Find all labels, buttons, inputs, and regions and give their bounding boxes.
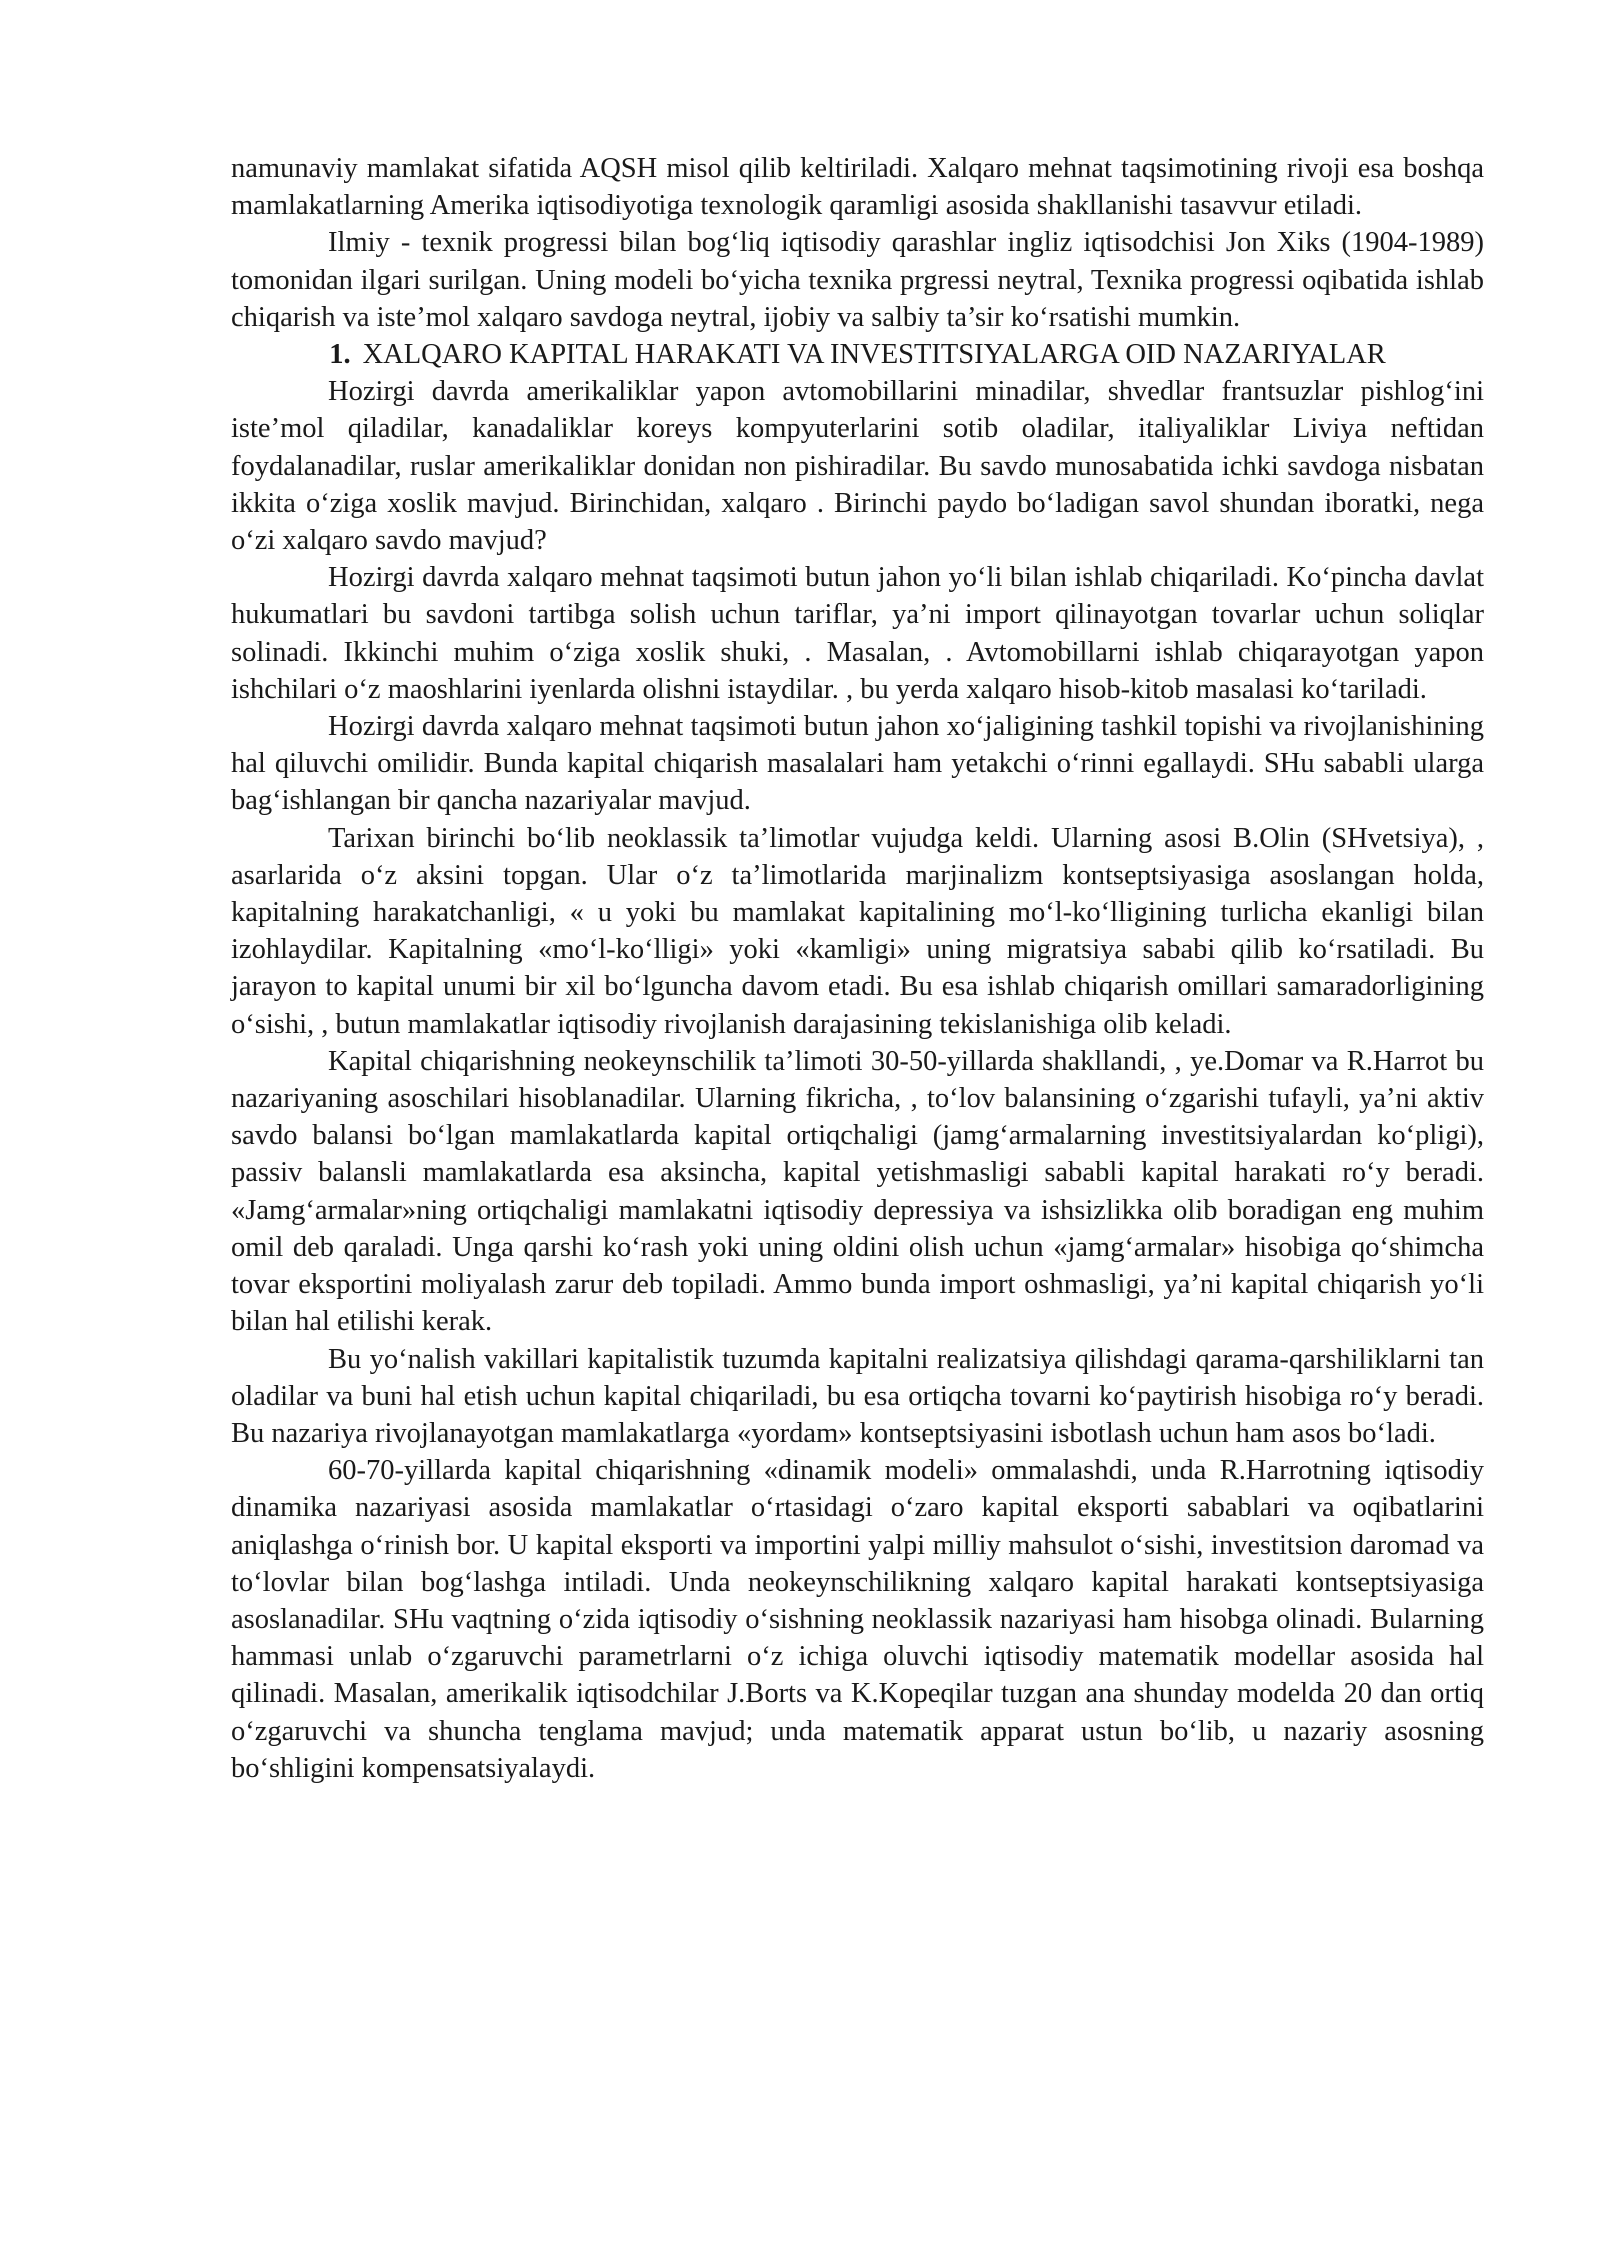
- section-title: XALQARO KAPITAL HARAKATI VA INVESTITSIYALARGA OID NAZARIYALAR: [362, 339, 1386, 371]
- paragraph: Tarixan birinchi bo‘lib neoklassik ta’limotlar vujudga keldi. Ularning asosi B.Olin (SHvetsiya), , asarlarida o‘z aksini topgan. Ular o‘z ta’limotlarida marjinalizm kontseptsiyasiga asoslangan holda, kapitalning harakatchanligi, « u yoki bu mamlakat kapitalining mo‘l-ko‘lligining turlicha ekanligi bilan izohlaydilar. Kapitalning «mo‘l-ko‘lligi» yoki «kamligi» uning migratsiya sababi qilib ko‘rsatiladi. Bu jarayon to kapital unumi bir xil bo‘lguncha davom etadi. Bu esa ishlab chiqarish omillari samaradorligining o‘sishi, , butun mamlakatlar iqtisodiy rivojlanish darajasining tekislanishiga olib keladi.: [231, 822, 1484, 1040]
- section-number: 1.: [329, 339, 351, 371]
- paragraph: Kapital chiqarishning neokeynschilik ta’limoti 30-50-yillarda shakllandi, , ye.Domar va R.Harrot bu nazariyaning asoschilari hisoblanadilar. Ularning fikricha, , to‘lov balansining o‘zgarishi tufayli, ya’ni aktiv savdo balansi bo‘lgan mamlakatlarda kapital ortiqchaligi (jamg‘armalarning investitsiyalardan ko‘pligi), passiv balansli mamlakatlarda esa aksincha, kapital yetishmasligi sababli kapital harakati ro‘y beradi. «Jamg‘armalar»ning ortiqchaligi mamlakatni iqtisodiy depressiya va ishsizlikka olib boradigan eng muhim omil deb qaraladi. Unga qarshi ko‘rash yoki uning oldini olish uchun «jamg‘armalar» hisobiga qo‘shimcha tovar eksportini moliyalash zarur deb topiladi. Ammo bunda import oshmasligi, ya’ni kapital chiqarish yo‘li bilan hal etilishi kerak.: [231, 1045, 1484, 1338]
- paragraph: Hozirgi davrda amerikaliklar yapon avtomobillarini minadilar, shvedlar frantsuzlar pishlog‘ini iste’mol qiladilar, kanadaliklar koreys kompyuterlarini sotib oladilar, italiyaliklar Liviya neftidan foydalanadilar, ruslar amerikaliklar donidan non pishiradilar. Bu savdo munosabatida ichki savdoga nisbatan ikkita o‘ziga xoslik mavjud. Birinchidan, xalqaro . Birinchi paydo bo‘ladigan savol shundan iboratki, nega o‘zi xalqaro savdo mavjud?: [231, 376, 1484, 557]
- paragraph: Hozirgi davrda xalqaro mehnat taqsimoti butun jahon xo‘jaligining tashkil topishi va rivojlanishining hal qiluvchi omilidir. Bunda kapital chiqarish masalalari ham yetakchi o‘rinni egallaydi. SHu sababli ularga bag‘ishlangan bir qancha nazariyalar mavjud.: [231, 711, 1484, 817]
- document-page: [231, 150, 1484, 1787]
- paragraph: Hozirgi davrda xalqaro mehnat taqsimoti butun jahon yo‘li bilan ishlab chiqariladi. Ko‘pincha davlat hukumatlari bu savdoni tartibga solish uchun tariflar, ya’ni import qilinayotgan tovarlar uchun soliqlar solinadi. Ikkinchi muhim o‘ziga xoslik shuki, . Masalan, . Avtomobillarni ishlab chiqarayotgan yapon ishchilari o‘z maoshlarini iyenlarda olishni istaydilar. , bu yerda xalqaro hisob-kitob masalasi ko‘tariladi.: [231, 562, 1484, 705]
- paragraph: 60-70-yillarda kapital chiqarishning «dinamik modeli» ommalashdi, unda R.Harrotning iqtisodiy dinamika nazariyasi asosida mamlakatlar o‘rtasidagi o‘zaro kapital eksporti sabablari va oqibatlarini aniqlashga o‘rinish bor. U kapital eksporti va importini yalpi milliy mahsulot o‘sishi, investitsion daromad va to‘lovlar bilan bog‘lashga intiladi. Unda neokeynschilikning xalqaro kapital harakati kontseptsiyasiga asoslanadilar. SHu vaqtning o‘zida iqtisodiy o‘sishning neoklassik nazariyasi ham hisobga olinadi. Bularning hammasi unlab o‘zgaruvchi parametrlarni o‘z ichiga oluvchi iqtisodiy matematik modellar asosida hal qilinadi. Masalan, amerikalik iqtisodchilar J.Borts va K.Kopeqilar tuzgan ana shunday modelda 20 dan ortiq o‘zgaruvchi va shuncha tenglama mavjud; unda matematik apparat ustun bo‘lib, u nazariy asosning bo‘shligini kompensatsiyalaydi.: [231, 1455, 1484, 1784]
- paragraph: Ilmiy - texnik progressi bilan bog‘liq iqtisodiy qarashlar ingliz iqtisodchisi Jon Xiks (1904-1989) tomonidan ilgari surilgan. Uning modeli bo‘yicha texnika prgressi neytral, Texnika progressi oqibatida ishlab chiqarish va iste’mol xalqaro savdoga neytral, ijobiy va salbiy ta’sir ko‘rsatishi mumkin.: [231, 227, 1484, 333]
- paragraph: Bu yo‘nalish vakillari kapitalistik tuzumda kapitalni realizatsiya qilishdagi qarama-qarshiliklarni tan oladilar va buni hal etish uchun kapital chiqariladi, bu esa ortiqcha tovarni ko‘paytirish hisobiga ro‘y beradi. Bu nazariya rivojlanayotgan mamlakatlarga «yordam» kontseptsiyasini isbotlash uchun ham asos bo‘ladi.: [231, 1343, 1484, 1449]
- paragraph: namunaviy mamlakat sifatida AQSH misol qilib keltiriladi. Xalqaro mehnat taqsimotining rivoji esa boshqa mamlakatlarning Amerika iqtisodiyotiga texnologik qaramligi asosida shakllanishi tasavvur etiladi.: [231, 153, 1484, 222]
- section-heading: [231, 336, 1484, 373]
